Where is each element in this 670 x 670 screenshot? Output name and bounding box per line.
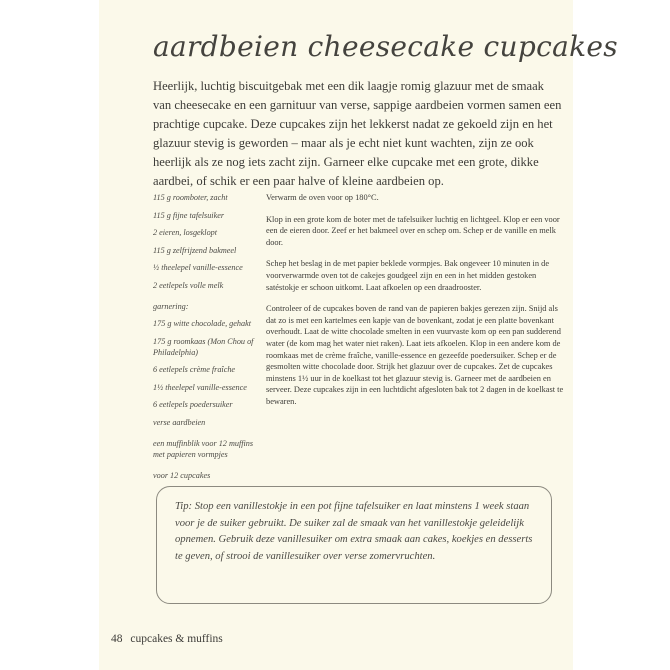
garnish-item: 6 eetlepels poedersuiker — [153, 400, 233, 409]
recipe-title: aardbeien cheesecake cupcakes — [153, 30, 618, 63]
method-step: Schep het beslag in de met papier beklede vormpjes. Bak ongeveer 10 minuten in de voorverwarmde oven tot de cakejes goudgeel zijn en een in het midden gestoken satéstokje er schoon uitkomt. Laat afkoelen op een draadrooster. — [266, 259, 550, 292]
garnish-item: 1½ theelepel vanille-essence — [153, 382, 247, 392]
method-step: Controleer of de cupcakes boven de rand van de papieren bakjes gerezen zijn. Snijd als dat zo is met een kartelmes een kapje van de bovenkant, zodat je een platte bovenkant overhoudt. Laat de witte chocolade smelten in een vuurvaste kom op een pan sudderend water (de kom mag het water niet raken). Laat iets afkoelen. Klop in een andere kom de roomkaas met de crème fraîche, vanille-essence en gezeefde poedersuiker. Schep er de gesmolten witte chocolade door. Strijk het glazuur over de cupcakes. Zet de cupcakes minstens 1½ uur in de koelkast tot het glazuur stevig is. Garneer met de aardbeien en serveer. Deze cupcakes zijn in een luchtdicht afgesloten bak tot 2 dagen in de koelkast te bewaren. — [266, 304, 564, 406]
garnish-heading: garnering: — [153, 301, 189, 311]
page-number: 48 — [111, 633, 123, 645]
ingredient-item: ½ theelepel vanille-essence — [153, 263, 243, 272]
ingredient-item: 115 g fijne tafelsuiker — [153, 210, 225, 220]
ingredient-list — [153, 192, 259, 487]
garnish-item: 175 g roomkaas (Mon Chou of Philadelphia) — [153, 336, 254, 357]
recipe-yield: voor 12 cupcakes — [153, 470, 211, 480]
section-name: cupcakes & muffins — [130, 633, 223, 645]
method-step: Verwarm de oven voor op 180°C. — [266, 193, 379, 202]
method-steps — [266, 192, 564, 418]
ingredient-item: 115 g roomboter, zacht — [153, 193, 228, 202]
garnish-item: verse aardbeien — [153, 417, 206, 427]
recipe-intro: Heerlijk, luchtig biscuitgebak met een dik laagje romig glazuur met de smaak van cheesecake en een garnituur van verse, sappige aardbeien vormen samen een prachtige cupcake. Deze cupcakes zijn het lekkerst nadat ze gekoeld zijn en het glazuur stevig is geworden – maar als je echt niet kunt wachten, zijn ze ook heerlijk als ze nog iets zacht zijn. Garneer elke cupcake met een grote, dikke aardbei, of schik er een paar halve of kleine aardbeien op. — [153, 79, 562, 188]
method-step: Klop in een grote kom de boter met de tafelsuiker luchtig en lichtgeel. Klop er een voor een de eieren door. Zeef er het bakmeel over en schep om. Schep er de vanille en melk door. — [266, 214, 560, 247]
ingredient-item: 2 eieren, losgeklopt — [153, 228, 218, 237]
book-page — [99, 0, 618, 670]
tip-box — [156, 486, 552, 604]
garnish-item: 6 eetlepels crème fraîche — [153, 365, 236, 374]
tip-text: Tip: Stop een vanillestokje in een pot fijne tafelsuiker en laat minstens 1 week staan voor je de suiker gebruikt. De suiker zal de smaak van het vanillestokje geleidelijk opnemen. Gebruik deze vanillesuiker om extra smaak aan cakes, koekjes en desserts te geven, of strooi de vanillesuiker over verse zomervruchten. — [175, 501, 533, 562]
page-footer — [111, 633, 223, 645]
garnish-item: 175 g witte chocolade, gehakt — [153, 319, 251, 328]
ingredient-item: 2 eetlepels volle melk — [153, 280, 224, 290]
ingredient-item: 115 g zelfrijzend bakmeel — [153, 245, 237, 255]
equipment-note: een muffinblik voor 12 muffins met papieren vormpjes — [153, 438, 254, 459]
